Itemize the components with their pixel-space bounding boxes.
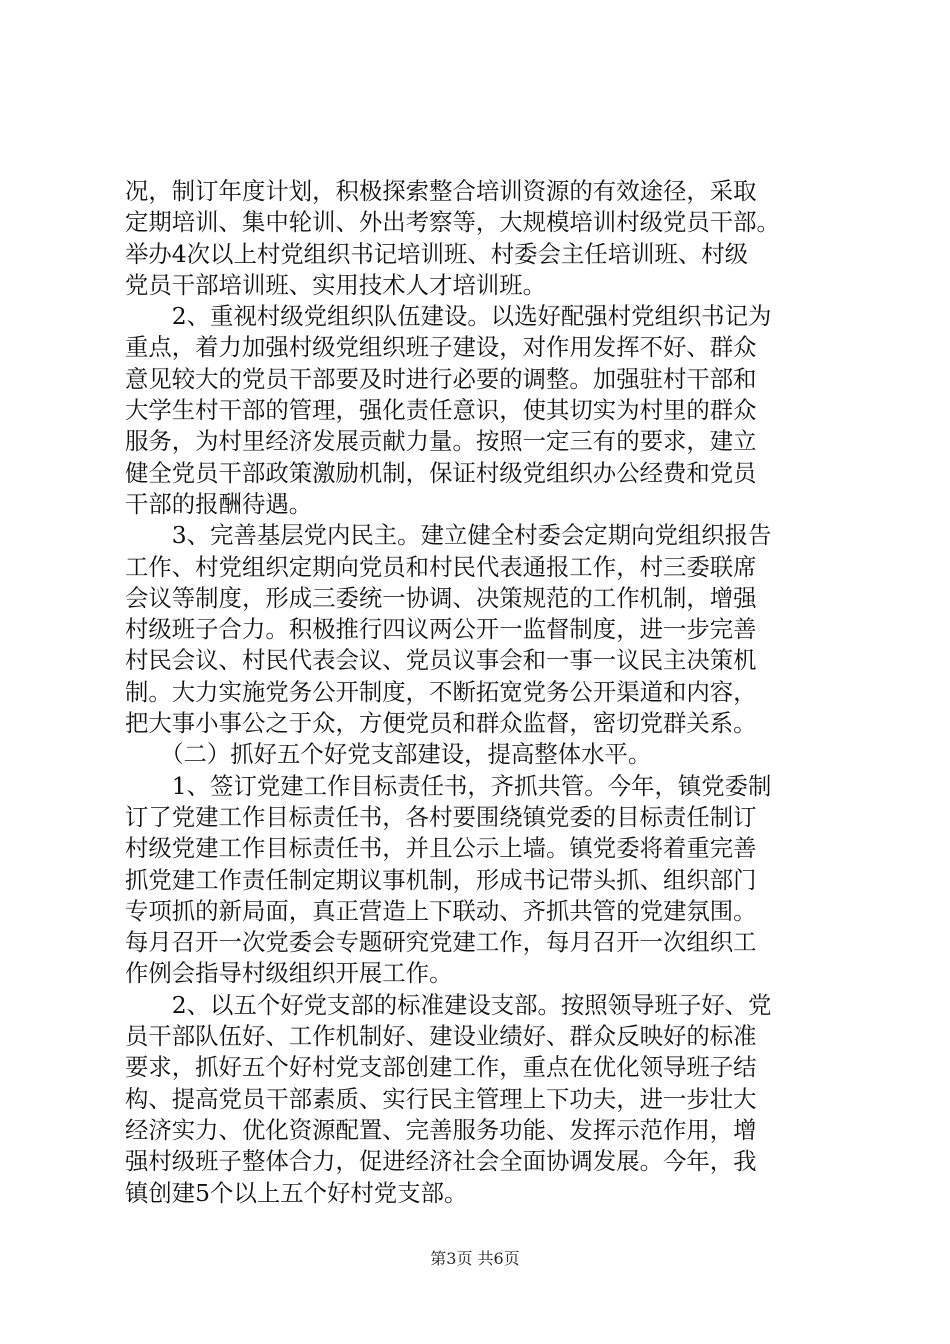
text-line: 强村级班子整体合力，促进经济社会全面协调发展。今年，我 [125,1147,757,1176]
text-line: 每月召开一次党委会专题研究党建工作，每月召开一次组织工 [125,928,757,957]
text-line: 构、提高党员干部素质、实行民主管理上下功夫，进一步壮大 [125,1084,757,1113]
text-line: 服务，为村里经济发展贡献力量。按照一定三有的要求，建立 [125,427,757,456]
text-line: 2、以五个好党支部的标准建设支部。按照领导班子好、党 [125,990,772,1019]
text-line: 意见较大的党员干部要及时进行必要的调整。加强驻村干部和 [125,364,757,393]
body-text [125,176,835,1209]
text-line: 会议等制度，形成三委统一协调、决策规范的工作机制，增强 [125,583,757,612]
text-line: 干部的报酬待遇。 [125,489,313,518]
text-line: 况，制订年度计划，积极探索整合培训资源的有效途径，采取 [125,177,757,205]
text-line: 制。大力实施党务公开制度，不断拓宽党务公开渠道和内容， [125,677,757,706]
text-line: 作例会指导村级组织开展工作。 [125,959,453,988]
text-line: 工作、村党组织定期向党员和村民代表通报工作，村三委联席 [125,552,757,581]
text-line: 党员干部培训班、实用技术人才培训班。 [125,270,547,299]
text-line: 订了党建工作目标责任书，各村要围绕镇党委的目标责任制订 [125,802,757,831]
text-line: 抓党建工作责任制定期议事机制，形成书记带头抓、组织部门 [125,865,757,894]
text-line: 员干部队伍好、工作机制好、建设业绩好、群众反映好的标准 [125,1022,757,1051]
text-line: 举办4次以上村党组织书记培训班、村委会主任培训班、村级 [125,239,749,268]
page-number-footer: 第3页 共6页 [430,1249,520,1268]
text-line: 3、完善基层党内民主。建立健全村委会定期向党组织报告 [125,521,772,550]
text-line: 镇创建5个以上五个好村党支部。 [125,1178,468,1207]
text-line: 要求，抓好五个好村党支部创建工作，重点在优化领导班子结 [125,1053,757,1082]
text-line: 2、重视村级党组织队伍建设。以选好配强村党组织书记为 [125,302,772,331]
text-line: 把大事小事公之于众，方便党员和群众监督，密切党群关系。 [125,709,757,738]
text-line: 村民会议、村民代表会议、党员议事会和一事一议民主决策机 [125,646,757,675]
text-line: 大学生村干部的管理，强化责任意识，使其切实为村里的群众 [125,396,757,425]
text-line: 1、签订党建工作目标责任书，齐抓共管。今年，镇党委制 [125,771,772,800]
text-line: 村级党建工作目标责任书，并且公示上墙。镇党委将着重完善 [125,834,757,863]
text-line: 重点，着力加强村级党组织班子建设，对作用发挥不好、群众 [125,333,757,362]
text-line: 专项抓的新局面，真正营造上下联动、齐抓共管的党建氛围。 [125,896,757,925]
text-line: 经济实力、优化资源配置、完善服务功能、发挥示范作用，增 [125,1115,757,1144]
text-line: 村级班子合力。积极推行四议两公开一监督制度，进一步完善 [125,615,757,644]
text-line: 健全党员干部政策激励机制，保证村级党组织办公经费和党员 [125,458,757,487]
text-line: 定期培训、集中轮训、外出考察等，大规模培训村级党员干部。 [125,208,780,237]
text-line: （二）抓好五个好党支部建设，提高整体水平。 [125,740,652,769]
